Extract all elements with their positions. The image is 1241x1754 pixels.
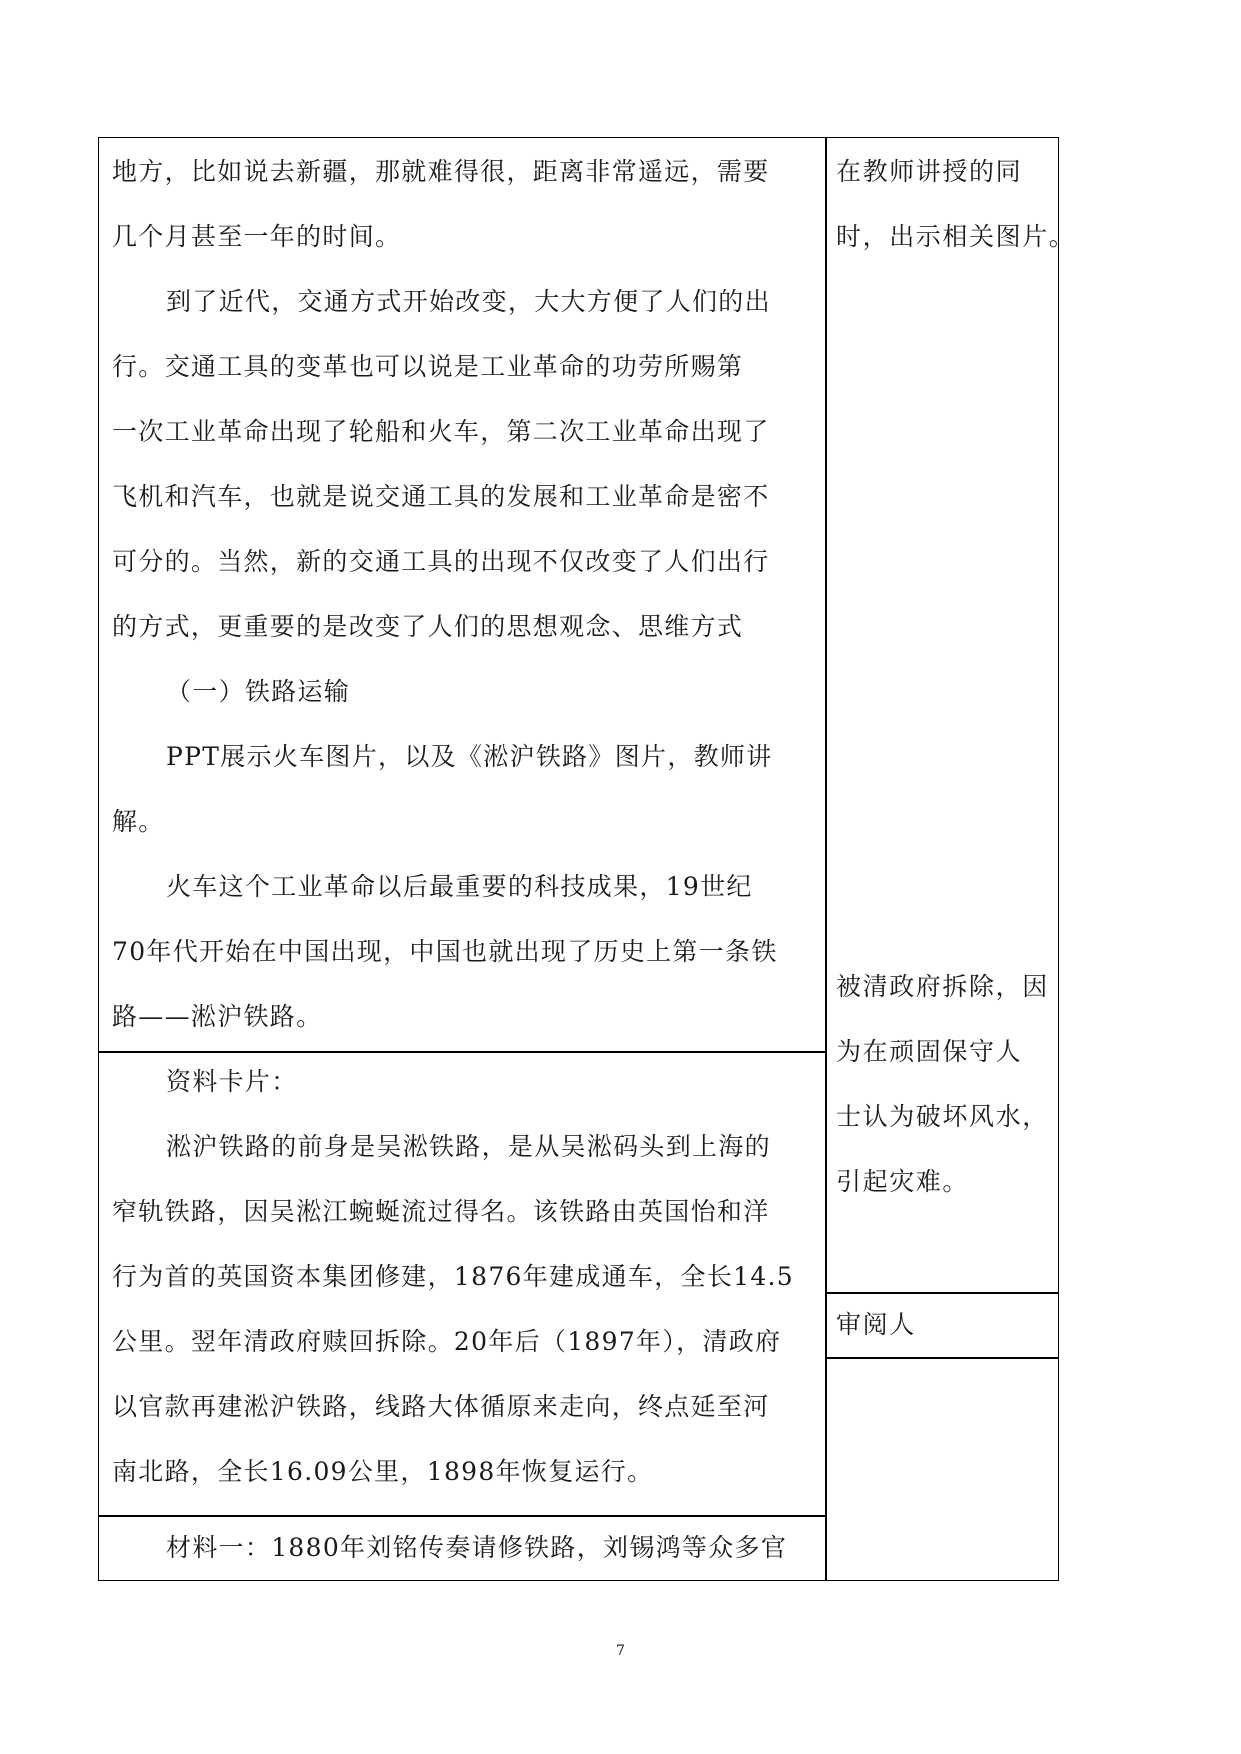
reviewer-label: 审阅人 — [836, 1310, 916, 1339]
main-text-line: 几个月甚至一年的时间。 — [112, 222, 402, 251]
main-text-line: 70年代开始在中国出现，中国也就出现了历史上第一条铁 — [112, 937, 778, 966]
section-heading: （一）铁路运输 — [166, 677, 351, 706]
main-text-line: 一次工业革命出现了轮船和火车，第二次工业革命出现了 — [112, 417, 770, 446]
info-card-line: 公里。翌年清政府赎回拆除。20年后（1897年），清政府 — [112, 1327, 782, 1356]
row-divider-reviewer-top — [825, 1292, 1059, 1294]
main-text-line: 的方式，更重要的是改变了人们的思想观念、思维方式 — [112, 612, 744, 641]
main-text-line: 可分的。当然，新的交通工具的出现不仅改变了人们出行 — [112, 547, 770, 576]
main-text-line: 地方，比如说去新疆，那就难得很，距离非常遥远，需要 — [112, 157, 770, 186]
main-text-line: 解。 — [112, 807, 165, 836]
row-divider-reviewer-bottom — [825, 1357, 1059, 1359]
info-card-line: 以官款再建淞沪铁路，线路大体循原来走向，终点延至河 — [112, 1392, 770, 1421]
side-note-line: 士认为破坏风水， — [836, 1102, 1049, 1131]
side-note-line: 引起灾难。 — [836, 1167, 970, 1196]
main-text-line: PPT展示火车图片，以及《淞沪铁路》图片，教师讲 — [166, 742, 773, 771]
row-divider-material — [98, 1515, 826, 1517]
material-line: 材料一：1880年刘铭传奏请修铁路，刘锡鸿等众多官 — [166, 1533, 788, 1562]
main-text-line: 火车这个工业革命以后最重要的科技成果，19世纪 — [166, 872, 753, 901]
main-text-line: 到了近代，交通方式开始改变，大大方便了人们的出 — [166, 287, 771, 316]
side-note-line: 时，出示相关图片。 — [836, 222, 1076, 251]
main-text-line: 行。交通工具的变革也可以说是工业革命的功劳所赐第 — [112, 352, 744, 381]
row-divider-card — [98, 1051, 826, 1053]
column-divider — [825, 137, 827, 1581]
info-card-line: 南北路，全长16.09公里，1898年恢复运行。 — [112, 1457, 654, 1486]
info-card-line: 行为首的英国资本集团修建，1876年建成通车，全长14.5 — [112, 1262, 794, 1291]
side-note-line: 在教师讲授的同 — [836, 157, 1023, 186]
main-text-line: 路——淞沪铁路。 — [112, 1002, 323, 1031]
info-card-title: 资料卡片： — [166, 1067, 298, 1096]
info-card-line: 淞沪铁路的前身是吴淞铁路，是从吴淞码头到上海的 — [166, 1132, 771, 1161]
side-note-line: 为在顽固保守人 — [836, 1037, 1023, 1066]
info-card-line: 窄轨铁路，因吴淞江蜿蜒流过得名。该铁路由英国怡和洋 — [112, 1197, 770, 1226]
side-note-line: 被清政府拆除，因 — [836, 972, 1049, 1001]
page-number: 7 — [616, 1643, 625, 1659]
main-text-line: 飞机和汽车，也就是说交通工具的发展和工业革命是密不 — [112, 482, 770, 511]
